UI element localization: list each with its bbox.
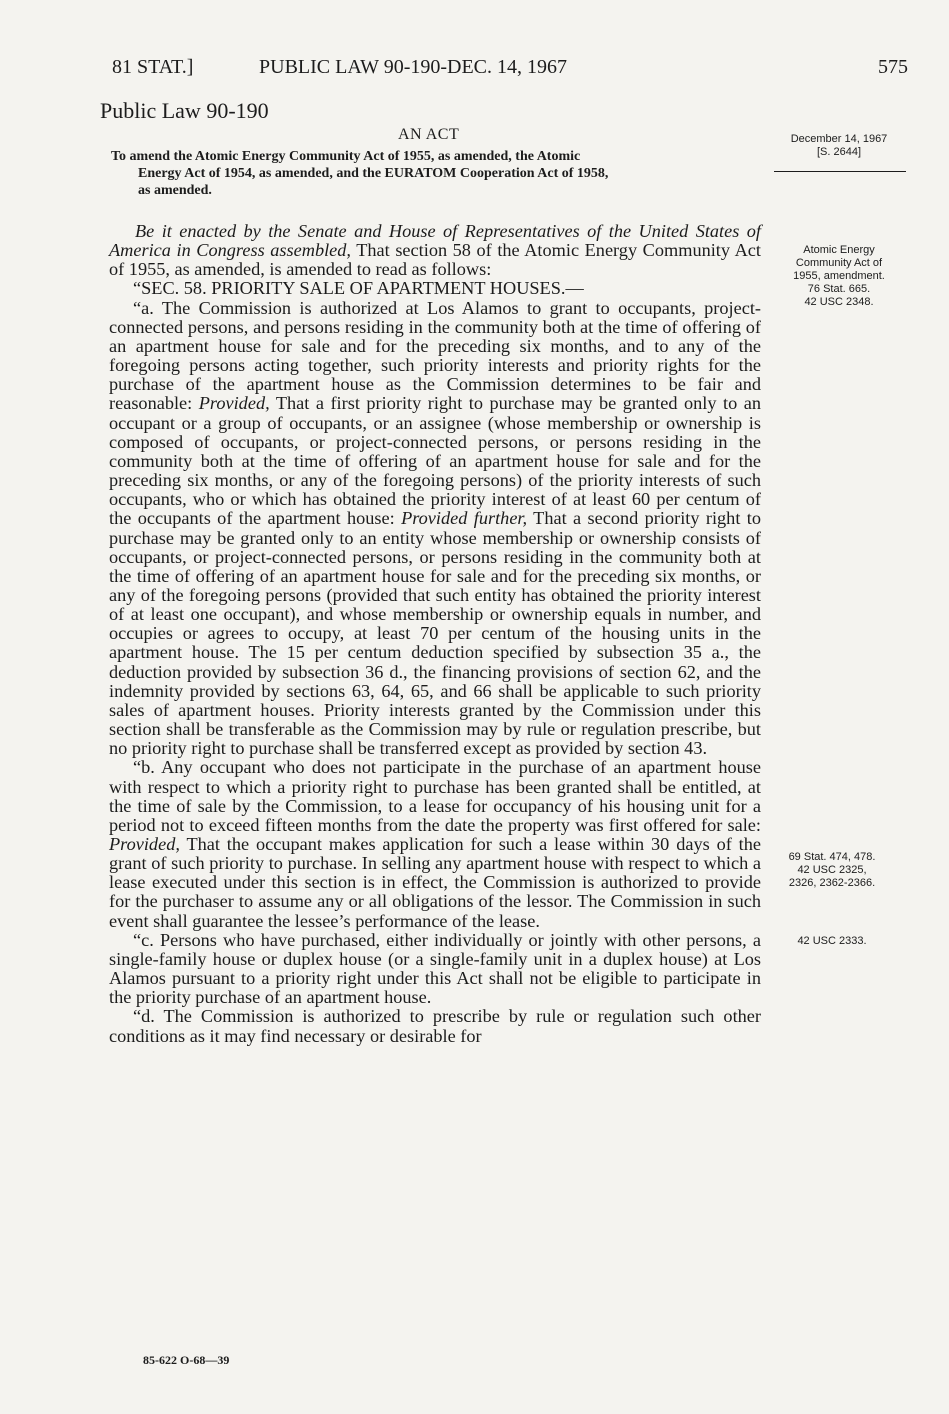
subsection-b	[109, 758, 761, 930]
public-law-title: Public Law 90-190	[100, 98, 269, 123]
page-number: 575	[878, 56, 908, 78]
purpose-line: as amended.	[138, 183, 212, 198]
subsection-text: That the occupant makes application for such a lease within 30 days of the grant of such priority to purchase. In selling any apartment house with respect to which a lease executed under this section is in effect, the Commission is authorized to provide for the purchaser to assume any or all obligations of the lessor. The Commission in such event shall guarantee the lessee’s performance of the lease.	[109, 834, 761, 931]
margin-note-usc	[757, 935, 907, 948]
margin-note-line: 42 USC 2348.	[804, 296, 874, 308]
purpose-line: To amend the Atomic Energy Community Act of 1955, as amended, the Atomic	[111, 149, 581, 164]
running-header	[112, 56, 912, 86]
subsection-c	[109, 931, 761, 1008]
subsection-d	[109, 1007, 761, 1045]
enacting-text: That section 58 of the Atomic Energy Community Act of 1955, as amended, is amended to read as follows:	[109, 240, 761, 280]
margin-note-line: Community Act of	[795, 257, 883, 269]
margin-note-line: 42 USC 2325,	[797, 864, 867, 876]
volume-reference: 81 STAT.]	[112, 56, 194, 78]
bill-number: [S. 2644]	[816, 146, 862, 158]
law-title-header: PUBLIC LAW 90-190-DEC. 14, 1967	[259, 56, 568, 78]
margin-note-statutes	[757, 851, 907, 890]
proviso-term: Provided,	[198, 393, 270, 414]
margin-note-line: 2326, 2362-2366.	[788, 877, 876, 889]
margin-date-note	[764, 133, 914, 159]
subsection-text: That a first priority right to purchase may be granted only to an occupant or a group of occupants, or an assignee (whose membership or ownership is composed of occupants, or project-connected persons, or persons residing in the community both at the time of offering of an apartment house for sale and for the preceding six months, or any of the foregoing persons) of the priority interests of such occupants, who or which has obtained the priority interest of at least 60 per centum of the occupants of the apartment house:	[109, 393, 762, 529]
proviso-term: Provided further,	[401, 508, 528, 529]
margin-note-amendment	[764, 244, 914, 309]
enacting-clause	[109, 222, 761, 279]
subsection-text: “d. The Commission is authorized to prescribe by rule or regulation such other conditions as it may find necessary or desirable for	[109, 1006, 761, 1046]
margin-note-line: 76 Stat. 665.	[807, 283, 871, 295]
subsection-text: “c. Persons who have purchased, either individually or jointly with other persons, a single-family house or duplex house (or a single-family unit in a duplex house) at Los Alamos pursuant to a priority right under this Act shall not be eligible to participate in the priority purchase of an apartment house.	[109, 929, 761, 1008]
margin-note-line: 1955, amendment.	[793, 270, 885, 282]
act-body	[109, 222, 761, 1046]
margin-note-line: Atomic Energy	[803, 244, 875, 256]
act-label: AN ACT	[398, 126, 460, 143]
subsection-text: That a second priority right to purchase may be granted only to an entity whose membership or ownership consists of occupants, or project-connected persons, or persons residing in the community both at the time of offering of an apartment house for sale and for the preceding six months, or any of the foregoing persons (provided that such entity has obtained the priority interest of at least one occupant), and whose membership or ownership equals in number, and occupies or agrees to occupy, at least 70 per centum of the housing units in the apartment house. The 15 per centum deduction specified by subsection 35 a., the deduction provided by subsection 36 d., the financing provisions of section 62, and the indemnity provided by sections 63, 64, 65, and 66 shall be applicable to such priority sales of apartment houses. Priority interests granted by the Commission under this section shall be transferable as the Commission may by rule or regulation prescribe, but no priority right to purchase shall be transferred except as provided by section 43.	[109, 508, 761, 759]
margin-note-line: 42 USC 2333.	[797, 935, 867, 947]
enacting-formula: Be it enacted by the Senate and House of Representatives of the United States of America in Congress assembled,	[109, 221, 761, 261]
subsection-text: “a. The Commission is authorized at Los Alamos to grant to occupants, project-connected persons, and persons residing in the community both at the time of offering of an apartment house for sale and for the preceding six months, and to any of the foregoing persons acting together, such priority interests and priority rights for the purchase of the apartment house as the Commission determines to be fair and reasonable:	[109, 297, 761, 414]
margin-divider	[774, 171, 906, 172]
subsection-a	[109, 299, 761, 759]
section-heading-text: “SEC. 58. PRIORITY SALE OF APARTMENT HOUSES.—	[133, 278, 584, 299]
proviso-term: Provided,	[109, 834, 180, 854]
act-purpose	[111, 148, 766, 199]
section-heading	[109, 279, 761, 298]
enactment-date: December 14, 1967	[790, 133, 888, 145]
margin-note-line: 69 Stat. 474, 478.	[788, 851, 876, 863]
purpose-line: Energy Act of 1954, as amended, and the EURATOM Cooperation Act of 1958,	[138, 166, 609, 181]
print-code: 85-622 O-68—39	[143, 1353, 230, 1367]
subsection-text: “b. Any occupant who does not participate in the purchase of an apartment house with respect to which a priority right to purchase has been granted shall be entitled, at the time of sale by the Commission, to a lease for occupancy of his housing unit for a period not to exceed fifteen months from the date the property was first offered for sale:	[109, 757, 761, 835]
